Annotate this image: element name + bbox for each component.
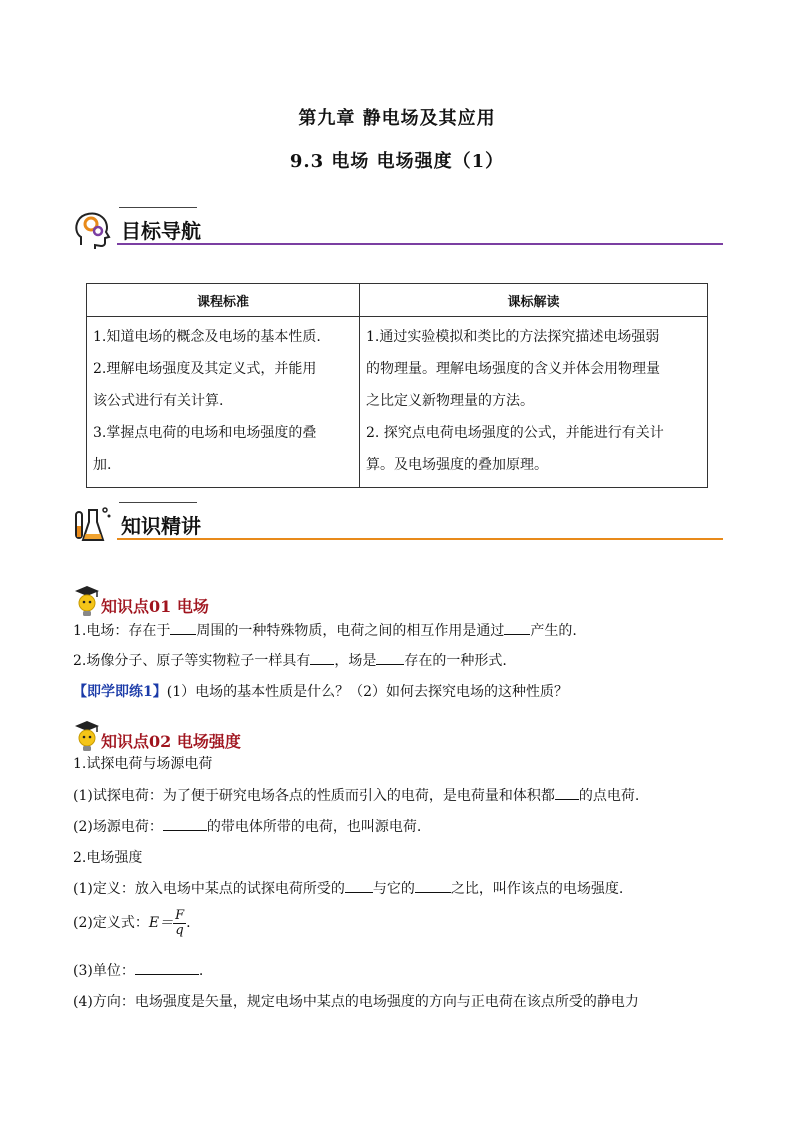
section-rule [117,243,723,245]
text-run: 的带电体所带的电荷，也叫源电荷. [206,819,422,835]
fraction-denominator: q [175,922,184,938]
fraction-numerator: F [175,907,185,923]
knowledge-point-title: 知识点01 电场 [101,597,209,616]
text-run: 存在的一种形式. [404,653,507,669]
decor-line [119,502,197,503]
text-run: ，场是 [334,653,377,669]
text-run: 2.场像分子、原子等实物粒子一样具有 [73,653,311,669]
standards-table [86,283,708,488]
cell-line: 2. 探究点电荷电场强度的公式，并能进行有关计 [366,425,664,441]
lightbulb-graduate-icon [73,584,101,618]
text-run: (1)试探电荷：为了便于研究电场各点的性质而引入的电荷，是电荷量和体积都 [73,788,555,804]
cell-line: 1.通过实验模拟和类比的方法探究描述电场强弱 [366,329,660,345]
text-line: 2.电场强度 [73,850,143,866]
section-label: 知识精讲 [121,514,201,538]
text-run: 与它的 [372,881,415,897]
lesson-title: 9.3 电场 电场强度（1） [289,151,505,172]
fill-blank[interactable] [376,650,404,665]
text-run: 之比，叫作该点的电场强度. [450,881,624,897]
text-line: 1.试探电荷与场源电荷 [73,756,213,772]
table-cell-interpretation [360,317,708,488]
fill-blank[interactable] [504,620,530,635]
fill-blank[interactable] [135,960,199,975]
text-line [73,620,577,640]
practice-tag: 【即学即练1】 [73,684,167,700]
table-header: 课标解读 [360,284,708,317]
text-line [73,960,203,980]
table-cell-standards [87,317,360,488]
text-run: 1.电场：存在于 [73,623,171,639]
head-gears-icon [73,209,113,249]
section-label: 目标导航 [121,219,201,243]
cell-line: 该公式进行有关计算. [93,393,224,409]
formula-lhs: E＝ [148,915,174,931]
text-run: . [186,915,191,931]
text-line [73,650,507,670]
section-rule [117,538,723,540]
cell-line: 2.理解电场强度及其定义式，并能用 [93,361,317,377]
text-run: (3)单位： [73,963,135,979]
knowledge-point-title: 知识点02 电场强度 [101,732,241,751]
formula-line [73,908,191,938]
text-run: 的点电荷. [578,788,640,804]
cell-line: 算。及电场强度的叠加原理。 [366,457,548,473]
text-run: . [198,963,204,979]
fill-blank[interactable] [345,878,373,893]
fill-blank[interactable] [163,816,207,831]
text-run: 周围的一种特殊物质，电荷之间的相互作用是通过 [196,623,505,639]
text-run: (2)场源电荷： [73,819,163,835]
fill-blank[interactable] [310,650,334,665]
practice-line [73,681,568,701]
text-line [73,785,639,805]
practice-question: (1）电场的基本性质是什么？（2）如何去探究电场的这种性质？ [166,684,569,700]
cell-line: 之比定义新物理量的方法。 [366,393,534,409]
text-run: (2)定义式： [73,915,149,931]
text-line [73,878,623,898]
chapter-title: 第九章 静电场及其应用 [298,108,496,129]
cell-line: 的物理量。理解电场强度的含义并体会用物理量 [366,361,660,377]
decor-line [119,207,197,208]
fill-blank[interactable] [555,785,579,800]
fill-blank[interactable] [415,878,451,893]
text-line: (4)方向：电场强度是矢量，规定电场中某点的电场强度的方向与正电荷在该点所受的静电力 [73,994,639,1010]
cell-line: 1.知道电场的概念及电场的基本性质. [93,329,321,345]
table-header: 课程标准 [87,284,360,317]
text-line [73,816,421,836]
section-knowledge [73,502,723,548]
text-run: (1)定义：放入电场中某点的试探电荷所受的 [73,881,345,897]
lightbulb-graduate-icon [73,719,101,753]
lab-flask-icon [73,504,113,544]
cell-line: 加. [93,457,112,473]
text-run: 产生的. [530,623,577,639]
fraction [173,909,186,938]
cell-line: 3.掌握点电荷的电场和电场强度的叠 [93,425,317,441]
section-goal-nav [73,207,723,253]
fill-blank[interactable] [170,620,196,635]
